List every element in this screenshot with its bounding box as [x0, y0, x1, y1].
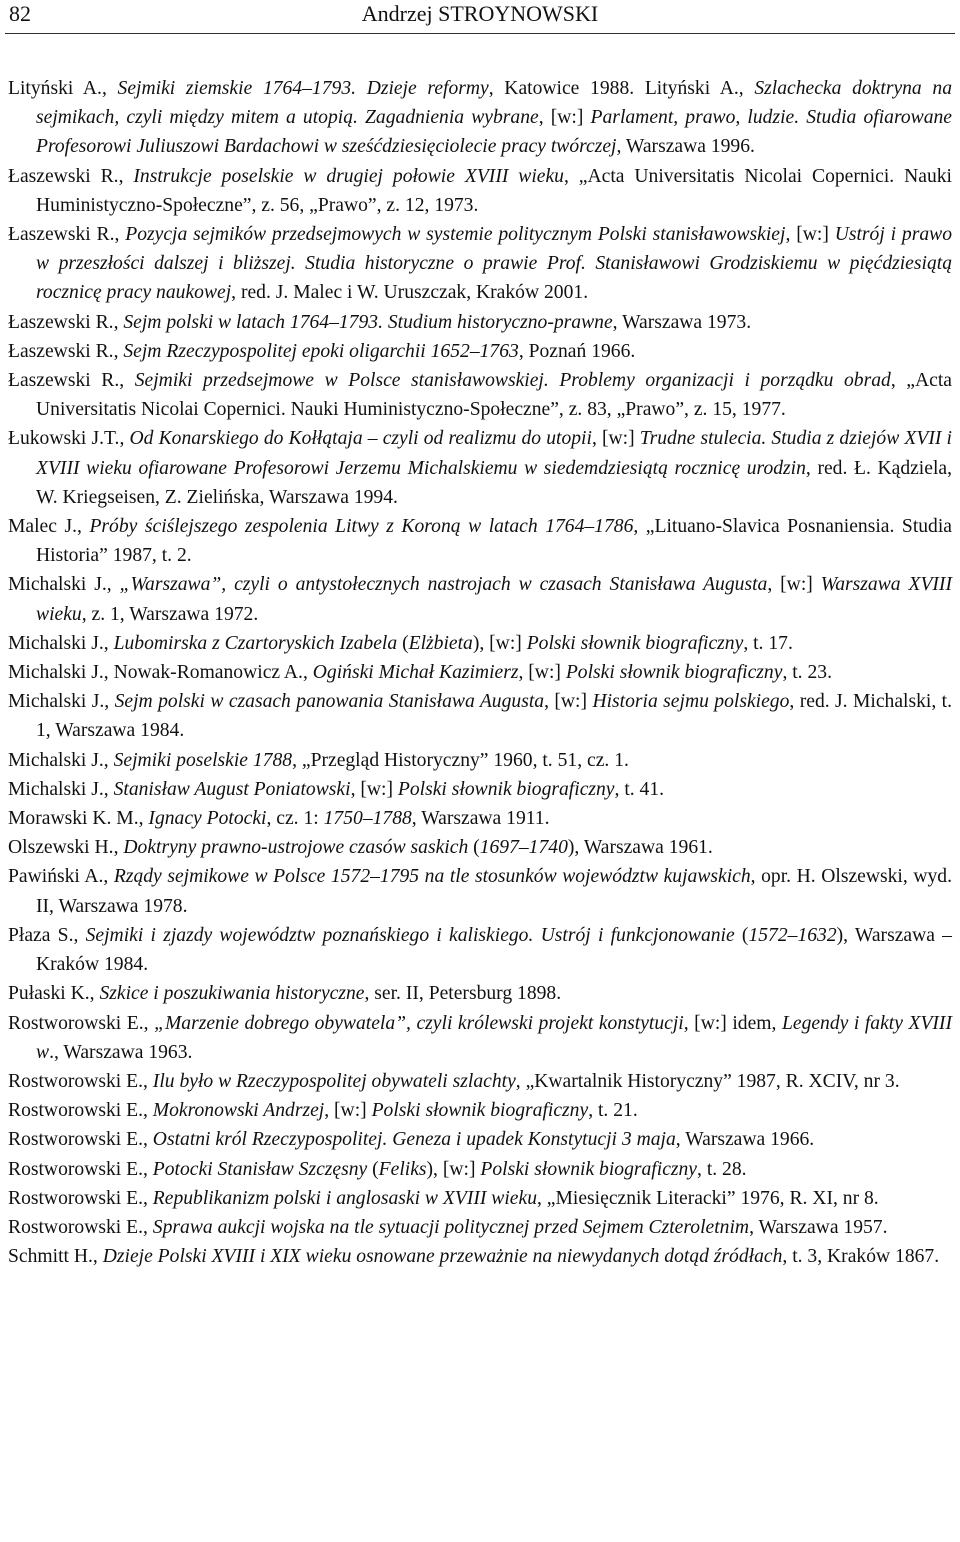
bibliography-entry	[8, 1125, 952, 1154]
bibliography-entry	[8, 687, 952, 745]
entry-title-italic: Polski słownik biograficzny	[371, 1100, 589, 1122]
page-header	[0, 0, 960, 30]
entry-text: Michalski J.,	[8, 778, 114, 800]
bibliography-entry	[8, 337, 952, 366]
bibliography-entry	[8, 74, 952, 162]
bibliography-entry	[8, 921, 952, 979]
bibliography-entry	[8, 658, 952, 687]
entry-text: ), [w:]	[426, 1158, 481, 1180]
entry-text: , red. Ł. Kądziela, W. Kriegseisen, Z. Zielińska, Warszawa 1994.	[36, 457, 952, 508]
bibliography-entry	[8, 1096, 952, 1125]
entry-text: ), Warszawa – Kraków 1984.	[36, 924, 952, 976]
entry-text: , cz. 1:	[266, 808, 324, 830]
entry-title-italic: Polski słownik biograficzny	[565, 662, 783, 684]
entry-text: , [w:]	[538, 107, 591, 129]
entry-text: , [w:]	[544, 691, 593, 713]
bibliography-entry	[8, 1184, 952, 1213]
entry-title-italic: Szkice i poszukiwania historyczne	[99, 983, 365, 1005]
entry-text: , [w:]	[350, 778, 398, 800]
entry-text: , [w:]	[518, 662, 566, 684]
entry-title-italic: Sejmiki i zjazdy województw poznańskiego i kaliskiego. Ustrój i funkcjonowanie	[85, 924, 735, 946]
entry-title-italic: Sejmiki poselskie 1788	[113, 749, 293, 771]
entry-title-italic: Pozycja sejmików przedsejmowych w systemie politycznym Polski stanisławowskiej	[125, 224, 786, 246]
bibliography-entry	[8, 833, 952, 862]
entry-title-italic: Warszawa XVIII wieku	[36, 574, 952, 625]
entry-text: , Warszawa 1996.	[616, 136, 755, 158]
entry-text: , „Kwartalnik Historyczny” 1987, R. XCIV, nr 3.	[515, 1070, 900, 1092]
entry-title-italic: Sejm Rzeczypospolitej epoki oligarchii 1652–1763	[123, 340, 519, 362]
entry-text: Rostworowski E.,	[8, 1012, 155, 1034]
entry-text: , ser. II, Petersburg 1898.	[364, 983, 562, 1005]
entry-title-italic: Próby ściślejszego zespolenia Litwy z Koroną w latach 1764–1786	[89, 516, 634, 538]
entry-title-italic: Ogiński Michał Kazimierz	[312, 662, 519, 684]
bibliography-entry	[8, 1067, 952, 1096]
bibliography-entry	[8, 746, 952, 775]
entry-text: , t. 17.	[743, 632, 793, 654]
bibliography-entry	[8, 366, 952, 424]
entry-text: ), Warszawa 1961.	[567, 837, 713, 859]
entry-title-italic: Od Konarskiego do Kołłątaja – czyli od realizmu do utopii	[129, 428, 592, 450]
entry-title-italic: Parlament, prawo, ludzie. Studia ofiarowane Profesorowi Juliuszowi Bardachowi w sześćdziesięciolecie pracy twórczej	[36, 107, 953, 158]
entry-title-italic: 1750–1788	[323, 808, 412, 830]
entry-text: Michalski J.,	[8, 691, 115, 713]
bibliography-entry	[8, 775, 952, 804]
entry-text: Lityński A.,	[8, 78, 118, 99]
entry-title-italic: Lubomirska z Czartoryskich Izabela	[113, 632, 398, 654]
entry-text: ., Warszawa 1963.	[49, 1041, 193, 1063]
header-rule	[5, 33, 955, 34]
entry-title-italic: „Marzenie dobrego obywatela”, czyli królewski projekt konstytucji	[154, 1012, 684, 1034]
bibliography-entry	[8, 512, 952, 570]
entry-title-italic: Sejmiki ziemskie 1764–1793. Dzieje reformy	[117, 78, 489, 99]
entry-text: , [w:]	[591, 428, 640, 450]
entry-title-italic: Polski słownik biograficzny	[480, 1158, 698, 1180]
bibliography-entry	[8, 162, 952, 220]
entry-text: , Warszawa 1911.	[411, 808, 550, 830]
entry-text: Rostworowski E.,	[8, 1187, 153, 1209]
entry-title-italic: Elżbieta	[408, 632, 473, 654]
bibliography-list	[8, 74, 952, 1271]
entry-text: Schmitt H.,	[8, 1246, 103, 1268]
entry-text: Michalski J.,	[8, 632, 114, 654]
entry-title-italic: Sejmiki przedsejmowe w Polsce stanisławowskiej. Problemy organizacji i porządku obrad	[134, 370, 891, 392]
entry-title-italic: Sejm polski w latach 1764–1793. Studium historyczno-prawne	[123, 311, 613, 333]
entry-text: Łaszewski R.,	[8, 224, 126, 246]
entry-title-italic: „Warszawa”, czyli o antystołecznych nastrojach w czasach Stanisława Augusta	[119, 574, 768, 596]
bibliography-entry	[8, 1213, 952, 1242]
entry-text: Łaszewski R.,	[8, 311, 124, 333]
entry-title-italic: Szlachecka doktryna na sejmikach, czyli między mitem a utopią. Zagadnienia wybrane	[36, 78, 952, 129]
entry-title-italic: Polski słownik biograficzny	[397, 778, 615, 800]
entry-text: , red. J. Michalski, t. 1, Warszawa 1984.	[36, 691, 952, 742]
entry-title-italic: Mokronowski Andrzej	[152, 1100, 325, 1122]
page-number: 82	[9, 1, 31, 26]
entry-text: , Warszawa 1973.	[612, 311, 752, 333]
entry-text: Pawiński A.,	[8, 866, 114, 888]
entry-title-italic: Sprawa aukcji wojska na tle sytuacji politycznej przed Sejmem Czteroletnim	[152, 1216, 750, 1238]
bibliography-entry	[8, 1009, 952, 1067]
entry-text: , t. 3, Kraków 1867.	[782, 1246, 940, 1268]
entry-text: Rostworowski E.,	[8, 1070, 153, 1092]
entry-text: Łaszewski R.,	[8, 165, 134, 187]
entry-text: Rostworowski E.,	[8, 1216, 153, 1238]
entry-title-italic: Legendy i fakty XVIII w	[36, 1012, 952, 1063]
entry-title-italic: Rządy sejmikowe w Polsce 1572–1795 na tle stosunków województw kujawskich	[113, 866, 751, 888]
entry-text: , red. J. Malec i W. Uruszczak, Kraków 2001.	[231, 282, 589, 304]
entry-text: (	[468, 837, 480, 859]
entry-title-italic: Instrukcje poselskie w drugiej połowie XVIII wieku	[133, 165, 564, 187]
entry-title-italic: Stanisław August Poniatowski	[113, 778, 351, 800]
entry-text: Morawski K. M.,	[8, 808, 149, 830]
entry-text: , t. 41.	[614, 778, 665, 800]
entry-text: , „Miesięcznik Literacki” 1976, R. XI, nr 8.	[537, 1187, 879, 1209]
entry-text: Olszewski H.,	[8, 837, 124, 859]
entry-text: (	[397, 632, 409, 654]
entry-text: (	[367, 1158, 379, 1180]
entry-text: Michalski J., Nowak-Romanowicz A.,	[8, 662, 313, 684]
entry-title-italic: Historia sejmu polskiego	[592, 691, 790, 713]
entry-title-italic: Feliks	[378, 1158, 427, 1180]
entry-title-italic: 1572–1632	[748, 924, 837, 946]
entry-text: , t. 21.	[588, 1100, 638, 1122]
bibliography-entry	[8, 220, 952, 308]
bibliography-entry	[8, 979, 952, 1008]
entry-text: , opr. H. Olszewski, wyd. II, Warszawa 1978.	[36, 866, 952, 917]
entry-text: (	[734, 924, 749, 946]
entry-text: Michalski J.,	[8, 749, 114, 771]
entry-title-italic: Ilu było w Rzeczypospolitej obywateli szlachty	[152, 1070, 516, 1092]
bibliography-entry	[8, 1155, 952, 1184]
entry-text: , [w:] idem,	[683, 1012, 782, 1034]
entry-text: Pułaski K.,	[8, 983, 100, 1005]
entry-text: , Warszawa 1957.	[749, 1216, 888, 1238]
entry-text: , „Acta Universitatis Nicolai Copernici. Nauki Huministyczno-Społeczne”, z. 56, „Prawo”, z. 12, 1973.	[36, 165, 952, 216]
entry-text: Łukowski J.T.,	[8, 428, 130, 450]
entry-text: , Katowice 1988. Lityński A.,	[488, 78, 755, 99]
entry-text: , „Przegląd Historyczny” 1960, t. 51, cz. 1.	[292, 749, 629, 771]
running-head: Andrzej STROYNOWSKI	[361, 1, 599, 26]
entry-text: Łaszewski R.,	[8, 340, 124, 362]
entry-title-italic: Ignacy Potocki	[148, 808, 267, 830]
entry-title-italic: Ustrój i prawo w przeszłości dalszej i bliższej. Studia historyczne o prawie Prof. Stanisławowi Grodziskiemu w pięćdziesiątą rocznicę pracy naukowej	[36, 224, 952, 304]
entry-text: Malec J.,	[8, 516, 90, 538]
entry-text: , t. 28.	[697, 1158, 747, 1180]
bibliography-entry	[8, 308, 952, 337]
bibliography-entry	[8, 629, 952, 658]
entry-text: Płaza S.,	[8, 924, 86, 946]
entry-text: ), [w:]	[472, 632, 527, 654]
entry-text: , z. 1, Warszawa 1972.	[81, 603, 259, 625]
entry-text: Michalski J.,	[8, 574, 120, 596]
entry-title-italic: Trudne stulecia. Studia z dziejów XVII i XVIII wieku ofiarowane Profesorowi Jerzemu Michalskiemu w siedemdziesiątą rocznicę urodzin	[36, 428, 953, 479]
bibliography-entry	[8, 1242, 952, 1271]
entry-text: , [w:]	[785, 224, 835, 246]
entry-title-italic: Polski słownik biograficzny	[526, 632, 744, 654]
entry-title-italic: Potocki Stanisław Szczęsny	[152, 1158, 368, 1180]
bibliography-entry	[8, 424, 952, 512]
entry-text: , „Acta Universitatis Nicolai Copernici. Nauki Huministyczno-Społeczne”, z. 83, „Prawo”, z. 15, 1977.	[36, 370, 952, 421]
entry-text: , Warszawa 1966.	[675, 1129, 815, 1151]
entry-text: , [w:]	[324, 1100, 372, 1122]
entry-title-italic: Republikanizm polski i anglosaski w XVIII wieku	[152, 1187, 537, 1209]
entry-title-italic: Ostatni król Rzeczypospolitej. Geneza i upadek Konstytucji 3 maja	[152, 1129, 676, 1151]
entry-text: , „Lituano-Slavica Posnaniensia. Studia Historia” 1987, t. 2.	[36, 516, 952, 567]
bibliography-entry	[8, 862, 952, 920]
entry-text: Łaszewski R.,	[8, 370, 135, 392]
bibliography-entry	[8, 570, 952, 628]
entry-text: Rostworowski E.,	[8, 1158, 153, 1180]
entry-text: Rostworowski E.,	[8, 1129, 153, 1151]
entry-title-italic: Dzieje Polski XVIII i XIX wieku osnowane przeważnie na niewydanych dotąd źródłach	[102, 1246, 783, 1268]
entry-title-italic: Doktryny prawno-ustrojowe czasów saskich	[123, 837, 469, 859]
entry-text: , Poznań 1966.	[518, 340, 636, 362]
entry-text: , [w:]	[767, 574, 821, 596]
entry-text: Rostworowski E.,	[8, 1100, 153, 1122]
entry-title-italic: 1697–1740	[479, 837, 568, 859]
entry-title-italic: Sejm polski w czasach panowania Stanisława Augusta	[114, 691, 545, 713]
bibliography-entry	[8, 804, 952, 833]
entry-text: , t. 23.	[782, 662, 832, 684]
